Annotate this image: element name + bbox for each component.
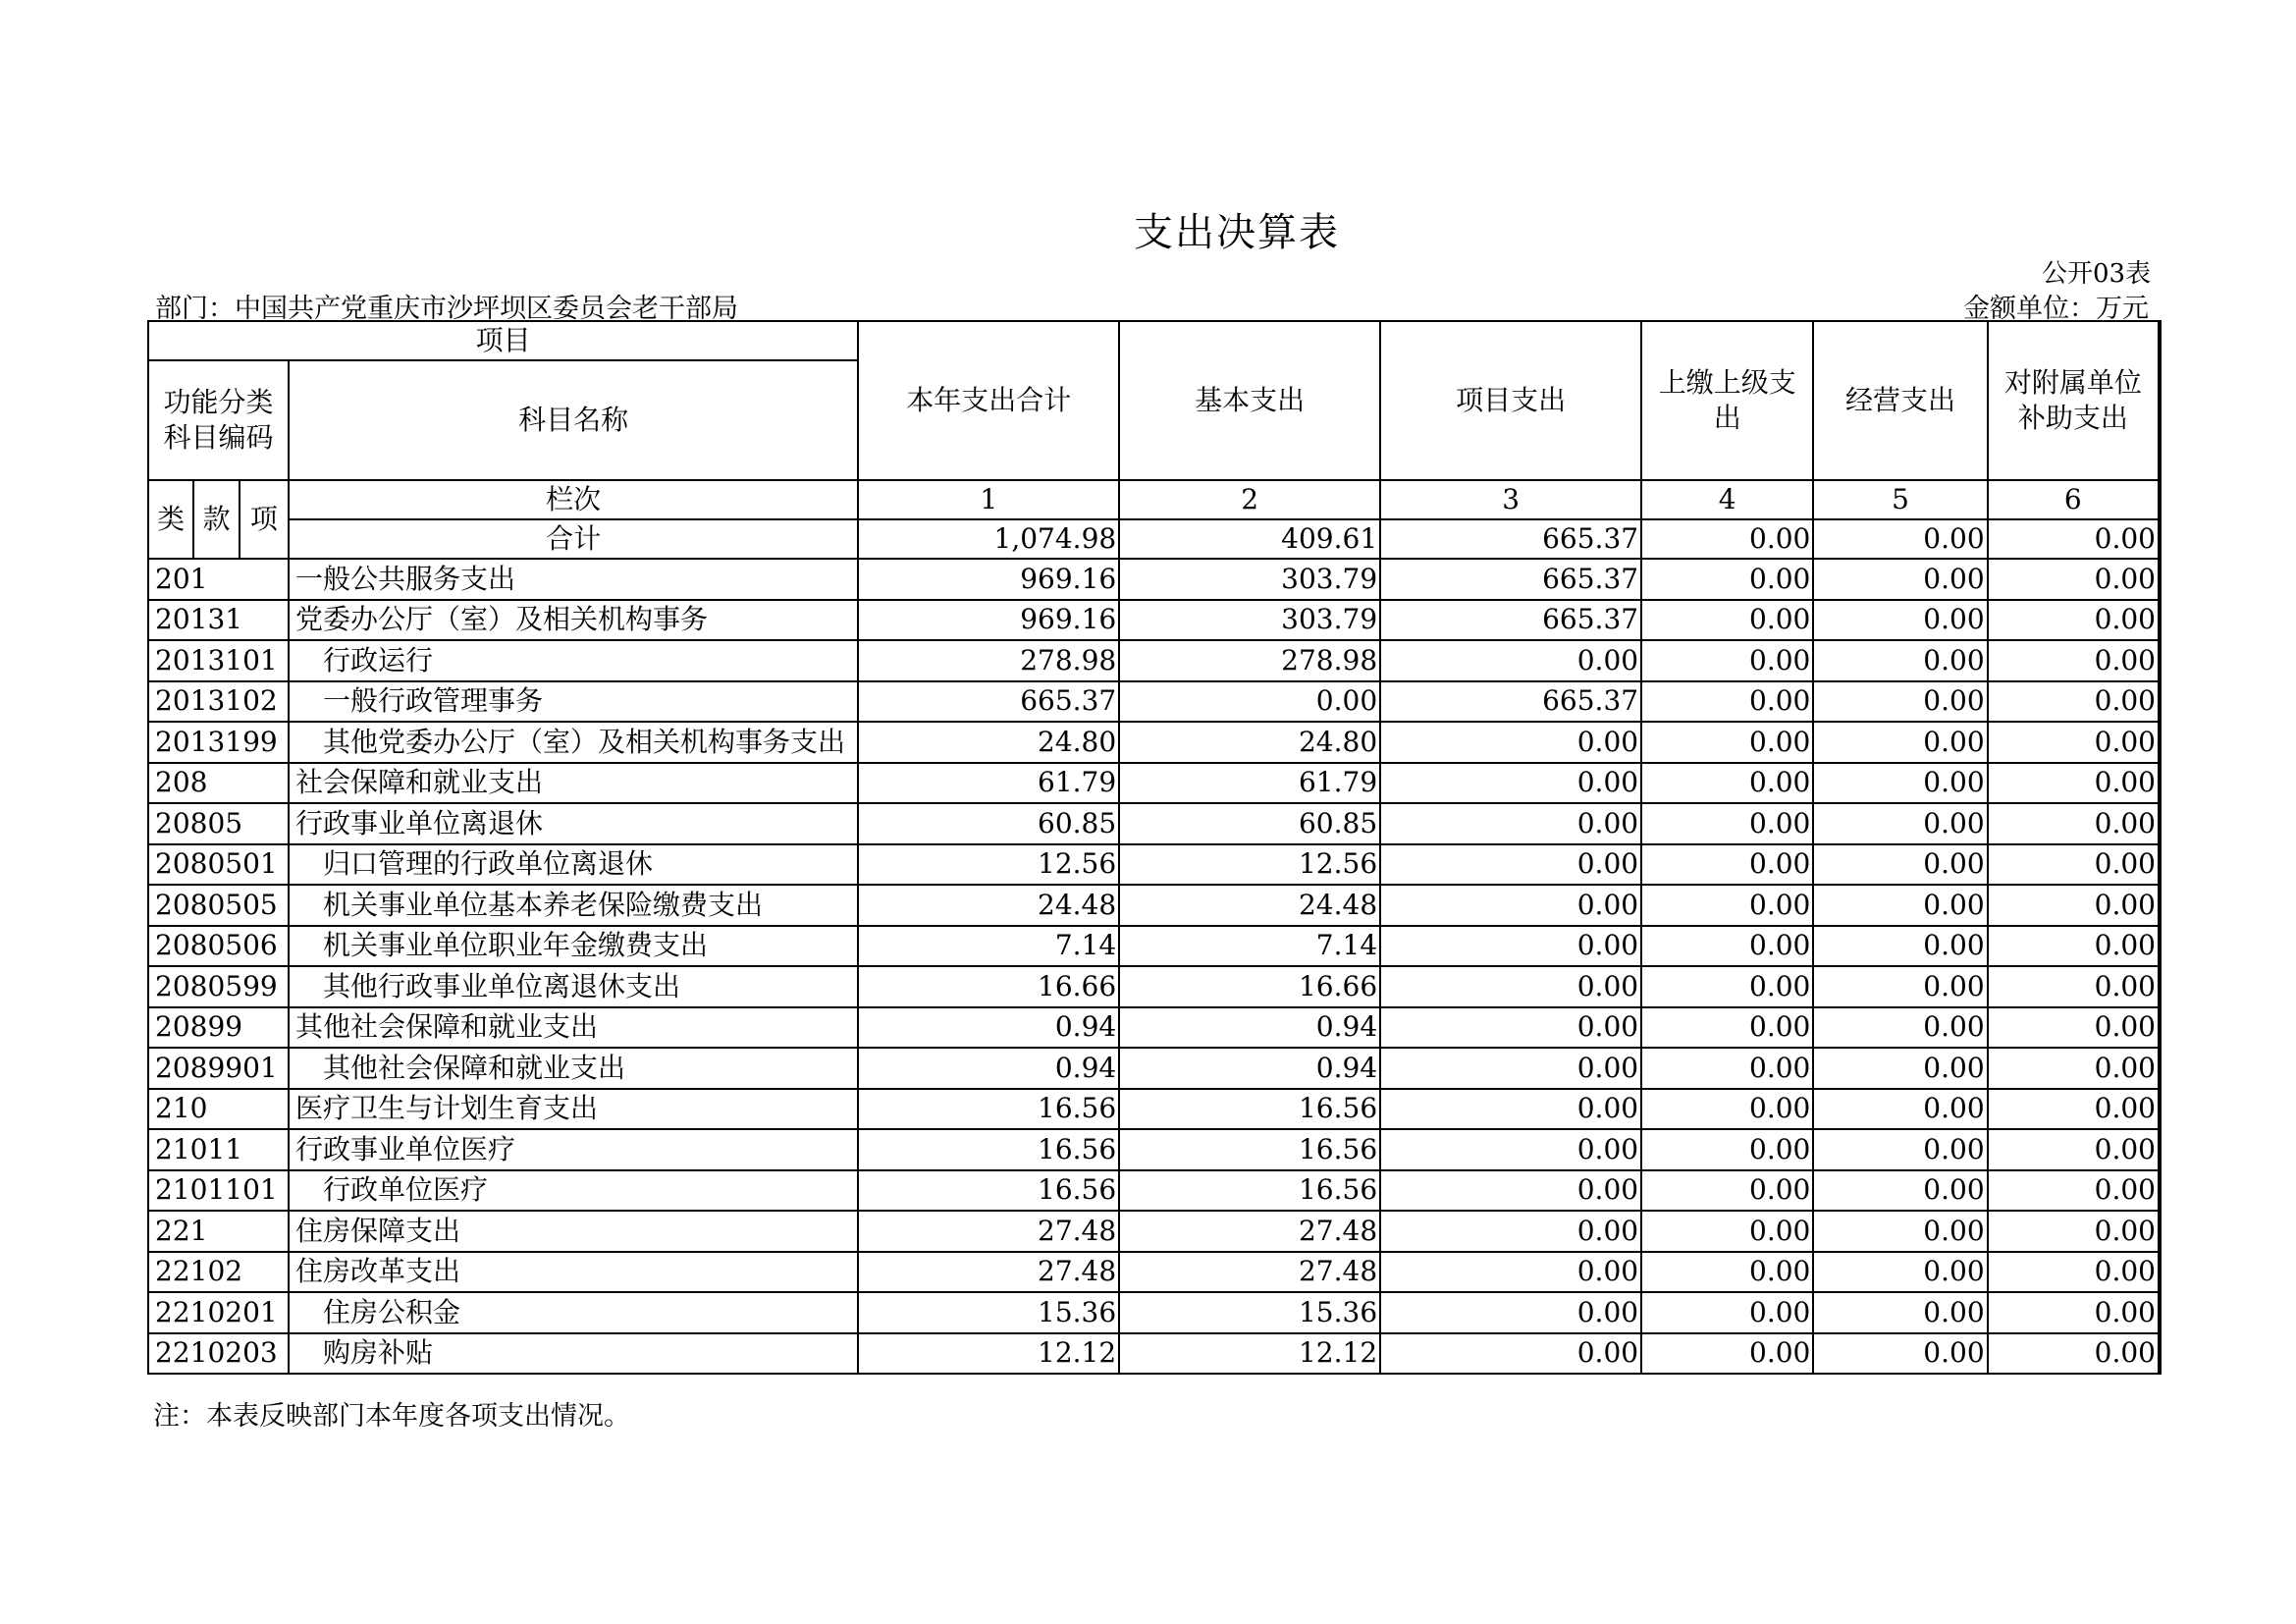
row-value: 0.00 [1380, 1129, 1641, 1170]
row-value: 0.00 [1988, 763, 2160, 804]
row-value: 0.00 [1641, 640, 1813, 681]
row-value: 0.00 [1641, 1048, 1813, 1089]
row-value: 0.00 [1988, 1129, 2160, 1170]
row-value: 0.00 [1813, 1333, 1987, 1375]
row-code: 21011 [148, 1129, 289, 1170]
row-code: 2013101 [148, 640, 289, 681]
row-value: 0.00 [1988, 1089, 2160, 1130]
header-func-code: 功能分类科目编码 [148, 360, 289, 480]
row-value: 0.00 [1380, 1211, 1641, 1252]
row-value: 665.37 [1380, 600, 1641, 641]
row-value: 0.00 [1813, 722, 1987, 763]
row-value: 7.14 [858, 926, 1119, 967]
row-value: 0.00 [1641, 763, 1813, 804]
row-value: 0.00 [1380, 640, 1641, 681]
row-value: 27.48 [858, 1211, 1119, 1252]
column-number: 5 [1813, 480, 1987, 519]
row-value: 0.00 [1380, 1252, 1641, 1293]
row-code: 22102 [148, 1252, 289, 1293]
row-value: 60.85 [858, 803, 1119, 844]
table-row [148, 559, 2160, 600]
row-value: 12.56 [858, 844, 1119, 886]
row-name: 行政单位医疗 [289, 1170, 858, 1212]
row-code: 20131 [148, 600, 289, 641]
row-value: 15.36 [1119, 1292, 1380, 1333]
unit-label: 金额单位：万元 [1963, 294, 2149, 324]
table-row [148, 1129, 2160, 1170]
row-value: 303.79 [1119, 600, 1380, 641]
row-value: 0.00 [1813, 559, 1987, 600]
header-item: 项目 [148, 321, 858, 360]
table-row [148, 1048, 2160, 1089]
row-value: 0.00 [1813, 763, 1987, 804]
row-value: 0.00 [1988, 1333, 2160, 1375]
row-value: 0.00 [1641, 885, 1813, 926]
row-value: 0.00 [1641, 803, 1813, 844]
row-code: 2013102 [148, 681, 289, 723]
form-number: 公开03表 [2042, 259, 2152, 289]
row-value: 665.37 [1380, 559, 1641, 600]
row-value: 0.00 [1813, 885, 1987, 926]
column-number: 1 [858, 480, 1119, 519]
table-row [148, 763, 2160, 804]
row-code: 221 [148, 1211, 289, 1252]
row-code: 2210203 [148, 1333, 289, 1375]
row-value: 0.00 [1988, 1170, 2160, 1212]
row-code: 208 [148, 763, 289, 804]
row-value: 27.48 [1119, 1211, 1380, 1252]
row-value: 0.00 [1641, 1292, 1813, 1333]
table-row [148, 1292, 2160, 1333]
header-col-3: 项目支出 [1380, 321, 1641, 480]
table-row [148, 600, 2160, 641]
row-value: 0.00 [1641, 926, 1813, 967]
row-value: 12.12 [858, 1333, 1119, 1375]
row-value: 61.79 [858, 763, 1119, 804]
row-code: 2080501 [148, 844, 289, 886]
total-value: 0.00 [1813, 519, 1987, 559]
row-value: 7.14 [1119, 926, 1380, 967]
row-value: 0.00 [1988, 926, 2160, 967]
header-lanci: 栏次 [289, 480, 858, 519]
row-value: 61.79 [1119, 763, 1380, 804]
row-name: 其他社会保障和就业支出 [289, 1007, 858, 1049]
row-name: 其他社会保障和就业支出 [289, 1048, 858, 1089]
row-value: 0.00 [1988, 640, 2160, 681]
row-value: 0.00 [1813, 803, 1987, 844]
row-value: 0.00 [1641, 722, 1813, 763]
row-value: 0.00 [1380, 763, 1641, 804]
row-value: 0.94 [858, 1048, 1119, 1089]
row-name: 机关事业单位职业年金缴费支出 [289, 926, 858, 967]
row-value: 0.00 [1988, 803, 2160, 844]
row-code: 2210201 [148, 1292, 289, 1333]
department-label: 部门：中国共产党重庆市沙坪坝区委员会老干部局 [155, 294, 738, 324]
header-lei: 类 [148, 480, 193, 559]
row-value: 0.00 [1988, 1048, 2160, 1089]
row-value: 16.56 [1119, 1170, 1380, 1212]
row-value: 0.00 [1641, 681, 1813, 723]
row-name: 一般行政管理事务 [289, 681, 858, 723]
row-name: 党委办公厅（室）及相关机构事务 [289, 600, 858, 641]
row-value: 0.00 [1988, 844, 2160, 886]
row-value: 0.00 [1380, 966, 1641, 1007]
row-value: 969.16 [858, 600, 1119, 641]
row-value: 0.00 [1813, 681, 1987, 723]
row-value: 0.00 [1813, 1292, 1987, 1333]
row-value: 0.00 [1380, 885, 1641, 926]
page-title: 支出决算表 [1134, 210, 1340, 255]
row-value: 0.00 [1380, 844, 1641, 886]
row-code: 210 [148, 1089, 289, 1130]
row-code: 2080506 [148, 926, 289, 967]
header-col-5: 经营支出 [1813, 321, 1987, 480]
row-code: 2101101 [148, 1170, 289, 1212]
row-value: 0.00 [1813, 1211, 1987, 1252]
row-value: 0.00 [1641, 559, 1813, 600]
row-value: 0.00 [1813, 926, 1987, 967]
row-value: 16.56 [858, 1089, 1119, 1130]
row-value: 27.48 [858, 1252, 1119, 1293]
header-col-1: 本年支出合计 [858, 321, 1119, 480]
table-row [148, 640, 2160, 681]
row-value: 16.66 [858, 966, 1119, 1007]
row-value: 12.56 [1119, 844, 1380, 886]
column-number: 4 [1641, 480, 1813, 519]
row-value: 0.00 [1380, 926, 1641, 967]
row-name: 其他党委办公厅（室）及相关机构事务支出 [289, 722, 858, 763]
row-code: 201 [148, 559, 289, 600]
row-value: 15.36 [858, 1292, 1119, 1333]
table-row [148, 722, 2160, 763]
row-name: 行政运行 [289, 640, 858, 681]
table-row [148, 885, 2160, 926]
row-name: 归口管理的行政单位离退休 [289, 844, 858, 886]
header-subject-name: 科目名称 [289, 360, 858, 480]
row-value: 0.00 [1813, 966, 1987, 1007]
total-row [148, 519, 2160, 559]
row-name: 一般公共服务支出 [289, 559, 858, 600]
row-value: 0.00 [1380, 722, 1641, 763]
table-row [148, 844, 2160, 886]
row-value: 24.48 [1119, 885, 1380, 926]
header-col-2: 基本支出 [1119, 321, 1380, 480]
row-value: 27.48 [1119, 1252, 1380, 1293]
table-row [148, 1252, 2160, 1293]
table-row [148, 803, 2160, 844]
row-value: 0.00 [1119, 681, 1380, 723]
table-row [148, 1333, 2160, 1375]
row-value: 303.79 [1119, 559, 1380, 600]
table-row [148, 966, 2160, 1007]
row-name: 住房公积金 [289, 1292, 858, 1333]
row-value: 0.00 [1641, 1089, 1813, 1130]
row-value: 0.00 [1988, 722, 2160, 763]
row-value: 0.00 [1641, 1007, 1813, 1049]
row-value: 0.00 [1988, 1007, 2160, 1049]
row-value: 16.56 [858, 1170, 1119, 1212]
row-value: 0.00 [1641, 600, 1813, 641]
row-value: 24.80 [858, 722, 1119, 763]
row-value: 0.00 [1813, 1129, 1987, 1170]
row-value: 0.00 [1380, 1170, 1641, 1212]
row-value: 665.37 [858, 681, 1119, 723]
row-name: 住房保障支出 [289, 1211, 858, 1252]
row-value: 0.00 [1641, 1211, 1813, 1252]
row-value: 0.00 [1813, 1252, 1987, 1293]
row-value: 0.00 [1641, 1333, 1813, 1375]
row-value: 0.00 [1380, 1089, 1641, 1130]
row-value: 16.56 [858, 1129, 1119, 1170]
row-value: 0.00 [1988, 600, 2160, 641]
row-value: 0.00 [1641, 1129, 1813, 1170]
row-name: 住房改革支出 [289, 1252, 858, 1293]
row-value: 0.00 [1641, 966, 1813, 1007]
header-col-4: 上缴上级支出 [1641, 321, 1813, 480]
row-value: 0.00 [1641, 1252, 1813, 1293]
row-code: 2013199 [148, 722, 289, 763]
row-value: 969.16 [858, 559, 1119, 600]
column-number: 6 [1988, 480, 2160, 519]
table-row [148, 1089, 2160, 1130]
total-value: 665.37 [1380, 519, 1641, 559]
row-value: 16.56 [1119, 1089, 1380, 1130]
row-value: 0.00 [1988, 966, 2160, 1007]
header-kuan: 款 [193, 480, 239, 559]
total-value: 0.00 [1988, 519, 2160, 559]
row-name: 社会保障和就业支出 [289, 763, 858, 804]
row-value: 0.00 [1813, 600, 1987, 641]
row-value: 0.00 [1813, 640, 1987, 681]
row-value: 0.00 [1641, 844, 1813, 886]
row-value: 0.00 [1380, 1048, 1641, 1089]
row-value: 60.85 [1119, 803, 1380, 844]
header-xiang: 项 [240, 480, 289, 559]
table-row [148, 1170, 2160, 1212]
row-value: 0.00 [1988, 1211, 2160, 1252]
row-value: 0.00 [1813, 844, 1987, 886]
row-value: 0.00 [1380, 1292, 1641, 1333]
row-code: 20899 [148, 1007, 289, 1049]
table-row [148, 1007, 2160, 1049]
row-value: 0.00 [1988, 1252, 2160, 1293]
table-row [148, 1211, 2160, 1252]
row-value: 0.00 [1641, 1170, 1813, 1212]
row-code: 2080599 [148, 966, 289, 1007]
row-value: 12.12 [1119, 1333, 1380, 1375]
row-value: 16.56 [1119, 1129, 1380, 1170]
expenditure-table [147, 320, 2162, 1375]
header-col-6: 对附属单位补助支出 [1988, 321, 2160, 480]
row-name: 其他行政事业单位离退休支出 [289, 966, 858, 1007]
row-value: 0.94 [858, 1007, 1119, 1049]
table-row [148, 926, 2160, 967]
column-number: 2 [1119, 480, 1380, 519]
row-value: 0.00 [1988, 885, 2160, 926]
row-value: 0.00 [1380, 1333, 1641, 1375]
row-name: 医疗卫生与计划生育支出 [289, 1089, 858, 1130]
row-name: 行政事业单位医疗 [289, 1129, 858, 1170]
row-value: 0.00 [1988, 1292, 2160, 1333]
row-value: 24.80 [1119, 722, 1380, 763]
column-number: 3 [1380, 480, 1641, 519]
row-code: 20805 [148, 803, 289, 844]
row-name: 购房补贴 [289, 1333, 858, 1375]
row-code: 2089901 [148, 1048, 289, 1089]
row-value: 0.00 [1380, 1007, 1641, 1049]
row-name: 机关事业单位基本养老保险缴费支出 [289, 885, 858, 926]
row-value: 0.00 [1813, 1007, 1987, 1049]
row-code: 2080505 [148, 885, 289, 926]
row-value: 16.66 [1119, 966, 1380, 1007]
table-row [148, 681, 2160, 723]
row-value: 0.00 [1988, 559, 2160, 600]
row-value: 278.98 [858, 640, 1119, 681]
total-value: 409.61 [1119, 519, 1380, 559]
row-value: 0.00 [1813, 1170, 1987, 1212]
row-value: 665.37 [1380, 681, 1641, 723]
row-value: 0.00 [1380, 803, 1641, 844]
total-label: 合计 [289, 519, 858, 559]
row-value: 278.98 [1119, 640, 1380, 681]
row-name: 行政事业单位离退休 [289, 803, 858, 844]
total-value: 1,074.98 [858, 519, 1119, 559]
total-value: 0.00 [1641, 519, 1813, 559]
row-value: 0.94 [1119, 1007, 1380, 1049]
row-value: 24.48 [858, 885, 1119, 926]
row-value: 0.00 [1813, 1048, 1987, 1089]
footnote: 注：本表反映部门本年度各项支出情况。 [153, 1401, 630, 1432]
row-value: 0.94 [1119, 1048, 1380, 1089]
row-value: 0.00 [1988, 681, 2160, 723]
row-value: 0.00 [1813, 1089, 1987, 1130]
